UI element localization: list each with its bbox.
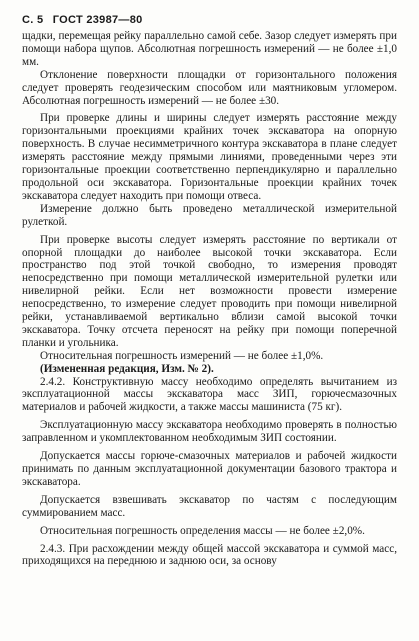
- paragraph: Допускается массы горюче-смазочных материалов и рабочей жидкости принимать по данным эксплуатационной документации базового трактора и экскаватора.: [22, 450, 397, 488]
- paragraph: Относительная погрешность измерений — не более ±1,0%.: [40, 349, 324, 362]
- paragraph: Измерение должно быть проведено металлической измерительной рулеткой.: [22, 202, 397, 228]
- standard-designation: ГОСТ 23987—80: [52, 14, 143, 26]
- paragraph: Относительная погрешность определения массы — не более ±2,0%.: [40, 524, 365, 537]
- paragraph: Отклонение поверхности площадки от горизонтального положения следует проверять геодезическим способом или маятниковым угломером. Абсолютная погрешность измерений — не более ±30.: [22, 68, 397, 107]
- paragraph: Эксплуатационную массу экскаватора необходимо проверять в полностью заправленном и укомплектованном необходимым ЗИП состоянии.: [22, 419, 397, 445]
- paragraph: (Измененная редакция, Изм. № 2).: [40, 362, 214, 375]
- paragraph: Допускается взвешивать экскаватор по частям с последующим суммированием масс.: [22, 493, 397, 519]
- body-text: [22, 30, 397, 568]
- paragraph: При проверке длины и ширины следует измерять расстояние между горизонтальными проекциями крайних точек экскаватора на опорную поверхность. В случае несимметричного контура экскаватора в плане следует измерять расстояние между прямыми линиями, проведенными через эти горизонтальные проекции соответственно перпендикулярно и параллельно продольной оси экскаватора. Горизонтальные проекции крайних точек экскаватора следует находить при помощи отвеса.: [22, 112, 397, 202]
- page-number: С. 5: [22, 14, 44, 26]
- paragraph: При проверке высоты следует измерять расстояние по вертикали от опорной площадки до наиболее высокой точки экскаватора. Если пространство под этой точкой свободно, то измерения проводят непосредственно при помощи металлической измерительной рулетки или нивелирной рейки. Если нет возможности провести измерение непосредственно, то измерение следует проводить при помощи нивелирной рейки, устанавливаемой вертикально вблизи самой высокой точки экскаватора. Точку отсчета переносят на рейку при помощи поперечной планки и угольника.: [22, 233, 397, 349]
- paragraph: 2.4.2. Конструктивную массу необходимо определять вычитанием из эксплуатационной массы экскаватора масс ЗИП, горючесмазочных материалов и рабочей жидкости, а также массы машиниста (75 кг).: [22, 375, 397, 414]
- paragraph: щадки, перемещая рейку параллельно самой себе. Зазор следует измерять при помощи набора щупов. Абсолютная погрешность измерений — не более ±1,0 мм.: [22, 30, 397, 68]
- paragraph: 2.4.3. При расхождении между общей массой экскаватора и суммой масс, приходящихся на переднюю и заднюю оси, за основу: [22, 542, 397, 568]
- page-header: [22, 14, 397, 26]
